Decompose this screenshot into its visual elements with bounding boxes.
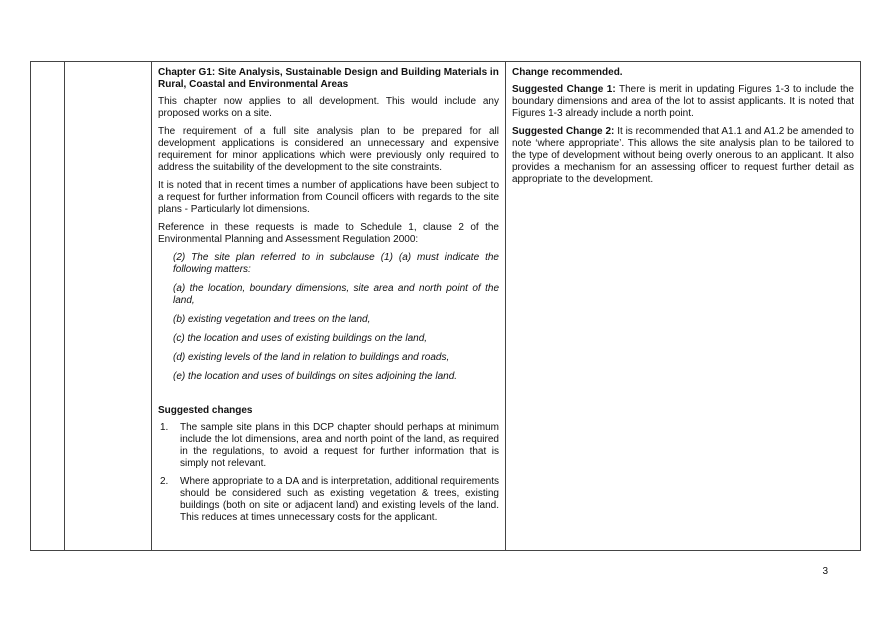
change-2-label: Suggested Change 2: [512, 126, 615, 137]
quote-line: (2) The site plan referred to in subclause (1) (a) must indicate the following matters: [173, 252, 499, 275]
submission-cell [152, 62, 506, 551]
change-1-text: There is merit in updating Figures 1-3 to include the boundary dimensions and area of the lot to assist applicants. It is noted that Figures 1-3 already include a north point. [512, 84, 854, 119]
submission-paragraph: This chapter now applies to all development. This would include any proposed works on a site. [158, 96, 499, 119]
quote-line: (b) existing vegetation and trees on the land, [173, 314, 371, 325]
response-heading: Change recommended. [512, 67, 623, 78]
table-row [31, 62, 861, 551]
list-item-text: The sample site plans in this DCP chapter should perhaps at minimum include the lot dimensions, area and north point of the land, as required in the regulations, to avoid a request for further information that is simply not relevant. [180, 422, 499, 469]
suggested-changes-list [158, 422, 499, 524]
submission-paragraph: It is noted that in recent times a number of applications have been subject to a request for further information from Council officers with regards to the site plans - Particularly lot dimensions. [158, 180, 499, 215]
list-item-text: Where appropriate to a DA and is interpretation, additional requirements should be considered such as existing vegetation & trees, existing buildings (both on site or adjacent land) and existing levels of the land. This reduces at times unnecessary costs for the applicant. [180, 476, 499, 523]
list-item-number: 1. [160, 422, 169, 433]
submission-paragraph: Reference in these requests is made to Schedule 1, clause 2 of the Environmental Planning and Assessment Regulation 2000: [158, 222, 499, 245]
page-number: 3 [822, 566, 828, 577]
row-number-cell [31, 62, 65, 551]
quote-line: (c) the location and uses of existing buildings on the land, [173, 333, 428, 344]
quote-line: (d) existing levels of the land in relation to buildings and roads, [173, 352, 450, 363]
quote-line: (a) the location, boundary dimensions, site area and north point of the land, [173, 283, 499, 306]
change-2-text: It is recommended that A1.1 and A1.2 be amended to note ‘where appropriate’. This allows the site analysis plan to be tailored to the type of development without being overly onerous to an applicant. It also provides a mechanism for an assessing officer to request further detail as appropriate to the development. [512, 126, 854, 185]
suggested-changes-heading: Suggested changes [158, 405, 253, 416]
change-1-label: Suggested Change 1: [512, 84, 616, 95]
response-cell [506, 62, 861, 551]
quote-line: (e) the location and uses of buildings on sites adjoining the land. [173, 371, 458, 382]
submission-paragraph: The requirement of a full site analysis plan to be prepared for all development applications is considered an unnecessary and expensive requirement for minor applications which were previously only required to address the suitability of the development to the site constraints. [158, 126, 499, 173]
list-item-number: 2. [160, 476, 169, 487]
list-item [158, 476, 499, 524]
submitter-cell [65, 62, 152, 551]
list-item [158, 422, 499, 470]
response-paragraph [512, 84, 854, 120]
submission-heading: Chapter G1: Site Analysis, Sustainable Design and Building Materials in Rural, Coastal and Environmental Areas [158, 67, 499, 90]
submissions-table [30, 61, 861, 551]
regulation-quote [158, 252, 499, 383]
response-paragraph [512, 126, 854, 186]
